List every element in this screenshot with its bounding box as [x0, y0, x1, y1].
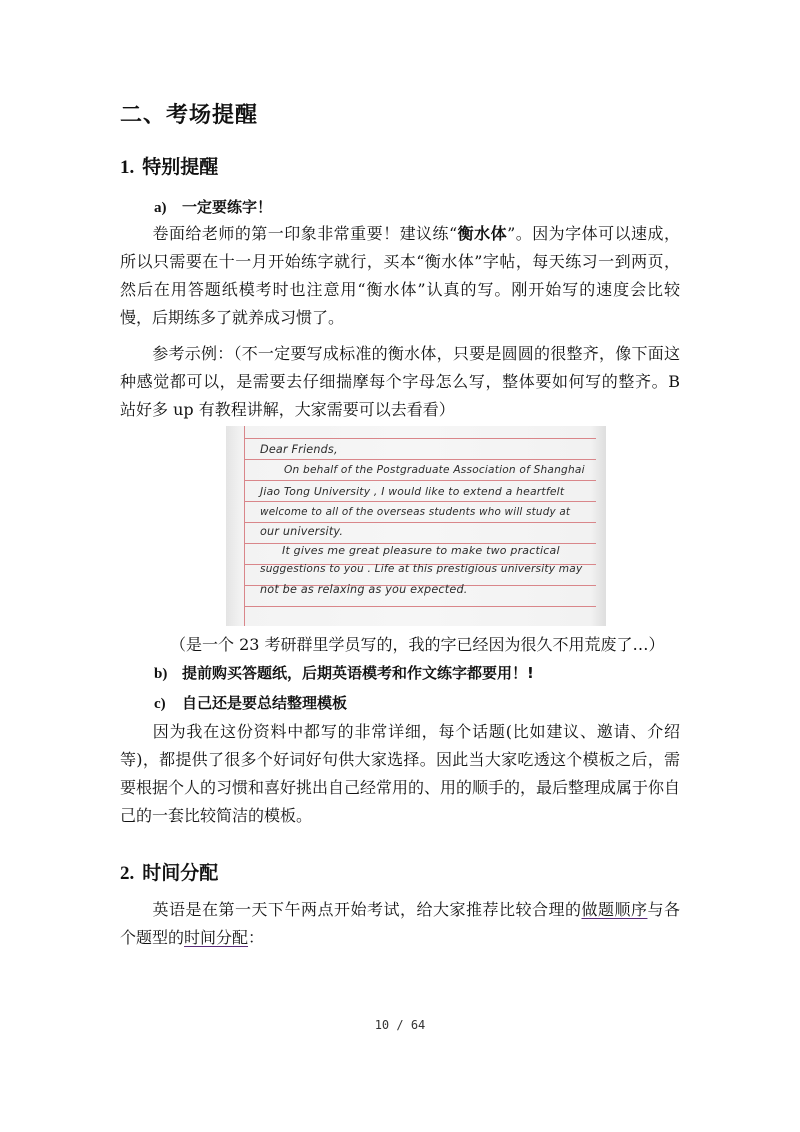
handwriting-line: our university.	[260, 525, 344, 538]
paragraph-reference-example	[120, 340, 680, 424]
item-a	[154, 196, 272, 217]
handwriting-line: Jiao Tong University , I would like to extend a heartfelt	[260, 485, 565, 498]
item-a-text: 一定要练字！	[182, 198, 273, 216]
heading-text: 特别提醒	[142, 156, 219, 178]
link-time-allocation: 时间分配	[184, 928, 249, 947]
paragraph-exam-time	[120, 896, 680, 952]
heading-number: 1.	[120, 157, 135, 178]
para2-text: 参考示例：（不一定要写成标准的衡水体，只要是圆圆的很整齐，像下面这种感觉都可以，是需要去仔细揣摩每个字母怎么写，整体要如何写的整齐。B 站好多 up 有教程讲解，大家需要可以去看看）	[120, 344, 680, 419]
section-title: 二、考场提醒	[120, 103, 259, 128]
handwriting-line: On behalf of the Postgraduate Association of Shanghai	[284, 464, 585, 476]
para1-before: 卷面给老师的第一印象非常重要！建议练“	[152, 224, 458, 243]
para1-after: ”。因为字体可以速成，所以只需要在十一月开始练字就行，买本“衡水体”字帖，每天练习一到两页，然后在用答题纸模考时也注意用“衡水体”认真的写。刚开始写的速度会比较慢，后期练多了就养成习惯了。	[120, 224, 680, 327]
para4-before: 英语是在第一天下午两点开始考试，给大家推荐比较合理的	[152, 900, 582, 919]
handwriting-line: suggestions to you . Life at this prestigious university may	[260, 563, 583, 575]
handwriting-line: It gives me great pleasure to make two practical	[282, 544, 560, 557]
item-b	[154, 662, 534, 683]
heading-special-reminder	[120, 152, 218, 179]
item-c	[154, 692, 347, 713]
heading-number: 2.	[120, 863, 135, 884]
item-c-label: c)	[154, 696, 166, 712]
page-number: 10 / 64	[374, 1018, 426, 1032]
handwriting-line: not be as relaxing as you expected.	[260, 583, 468, 596]
para4-mid: 与各个题型的	[120, 900, 680, 947]
handwriting-line: Dear Friends,	[260, 443, 338, 456]
item-c-text: 自己还是要总结整理模板	[182, 694, 348, 712]
para4-after: ：	[248, 928, 265, 947]
paragraph-handwriting-advice	[120, 220, 680, 332]
paragraph-template-summary	[120, 718, 680, 830]
item-a-label: a)	[154, 200, 167, 216]
handwriting-sample-image	[226, 426, 606, 626]
para1-bold: 衡水体	[457, 224, 508, 243]
heading-time-allocation	[120, 858, 218, 885]
heading-text: 时间分配	[142, 862, 219, 884]
image-caption: （是一个 23 考研群里学员写的，我的字已经因为很久不用荒废了…）	[170, 635, 665, 654]
handwriting-line: welcome to all of the overseas students who will study at	[260, 506, 571, 518]
item-b-label: b)	[154, 666, 168, 682]
item-b-text: 提前购买答题纸，后期英语模考和作文练字都要用！!	[182, 664, 534, 682]
link-question-order: 做题顺序	[581, 900, 648, 919]
para3-text: 因为我在这份资料中都写的非常详细，每个话题(比如建议、邀请、介绍等)，都提供了很多个好词好句供大家选择。因此当大家吃透这个模板之后，需要根据个人的习惯和喜好挑出自己经常用的、用的顺手的，最后整理成属于你自己的一套比较简洁的模板。	[120, 722, 681, 825]
